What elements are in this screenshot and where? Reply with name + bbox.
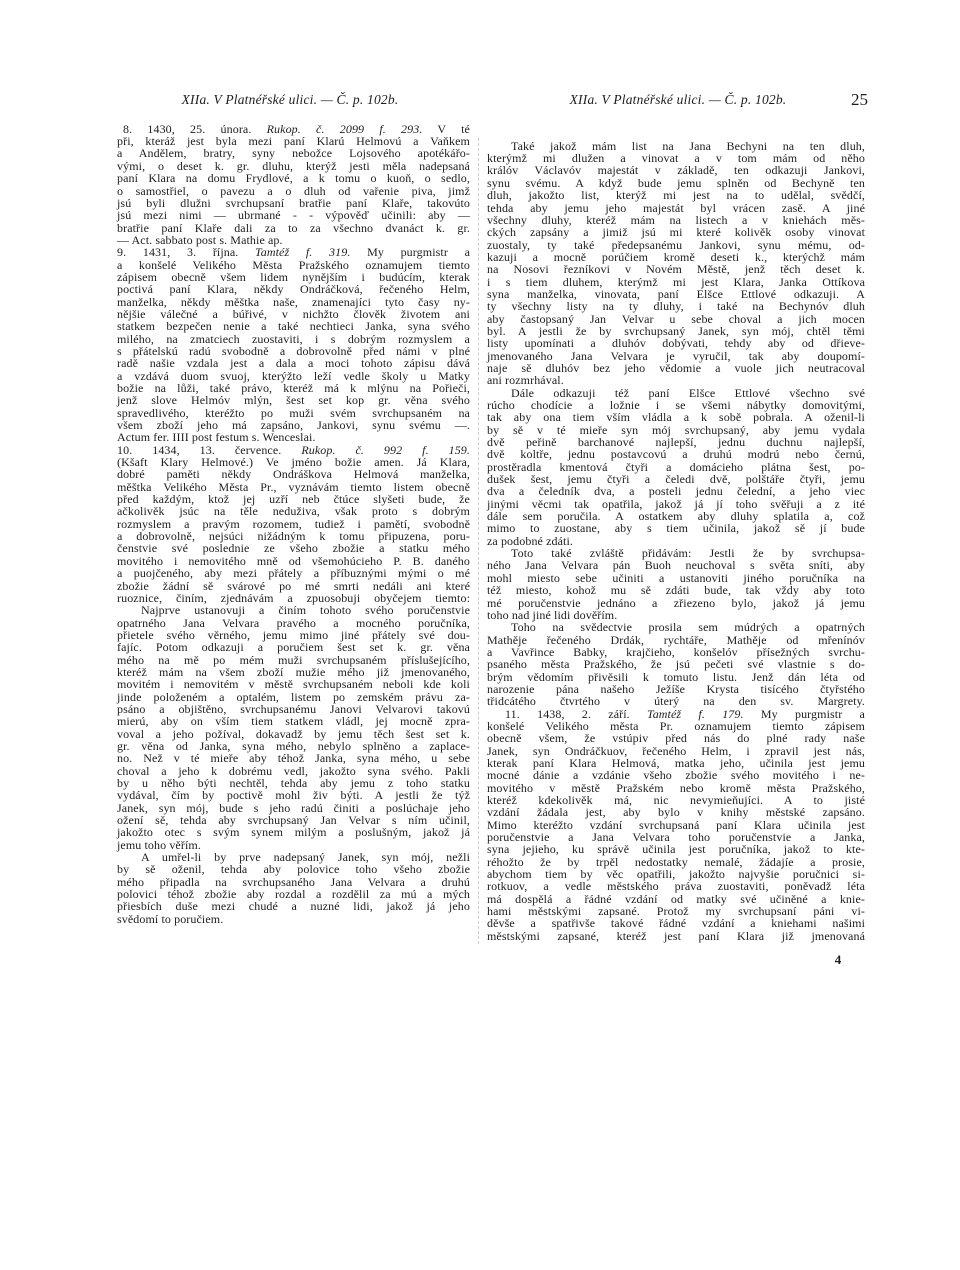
text-line: mé poručenstvie jednáno a zřiezeno bylo, jakož já jemu: [487, 595, 865, 610]
text-line: Dále odkazuji též paní Elšce Ettlové všechno své: [511, 385, 865, 400]
text-line: měštka Velikého Města Pr., vyznávám tiemto listem obecně: [117, 479, 470, 494]
text-line: rozmyslem a pravým rozomem, tudiež i pamětí, svobodně: [117, 516, 470, 531]
text-line: ného Jana Velvara pán Buoh neuchoval s světa sníti, aby: [487, 558, 865, 573]
text-segment: 11. 1438, 2. září.: [505, 706, 648, 721]
text-line: spravedlivého, kteréžto po muži svém svrchupsaném na: [117, 405, 470, 420]
source-reference: Tamtéž f. 179.: [647, 706, 744, 721]
text-line: statkem bezpečen nenie a také nechtieci Janka, syna svého: [117, 319, 470, 334]
text-line: Mathěje řečeného Drdák, rychtáře, Mathěje od mřenínóv: [487, 632, 865, 647]
text-line: dobré paměti někdy Ondráškova Helmová manželka,: [117, 467, 470, 482]
text-line: Toho na svědectvie prosila sem múdrých a opatrných: [511, 620, 865, 635]
text-line: jenž slove Helmóv mlýn, šest set kop gr. věna svého: [117, 393, 470, 408]
text-line: kterak paní Klara Helmová, matka jeho, učinila jest jemu: [487, 755, 865, 770]
text-segment: 8. 1430, 25. února.: [123, 121, 267, 136]
text-line: dále sem poručila. A ostatkem aby dluhy splatila a, což: [487, 509, 865, 524]
text-line: kteréž kdekolivěk má, nic nevymieňujíci. A to jisté: [487, 793, 865, 808]
text-line: dvě peřině barchanové najlepší, jednu duchnu najlepší,: [487, 435, 865, 450]
paragraph: [487, 708, 865, 943]
text-line: děvše a spatřivše takové řádné vzdání a kniehami našimi: [487, 916, 865, 931]
text-line: vými, o deset k. gr. dluhu, kterýž jesti měla nadepsaná: [117, 158, 470, 173]
text-line: mimo to zuostane, aby s tiem učinila, jakož sě jí bude: [487, 521, 865, 536]
text-line: kteréž mám na všem zboží mužie mého již jmenovaného,: [117, 664, 470, 679]
text-line: by sě v té mieře syn mój svrchupsaný, aby jemu vydala: [487, 422, 865, 437]
text-line: ruoznice, činím, zjednávám a zpuosobuji obyčejem tiemto:: [117, 590, 470, 605]
text-line: dušek šest, jemu čtyři a čeledi dvě, polštáře čtyři, jemu: [487, 472, 865, 487]
text-segment: V té: [422, 121, 470, 136]
text-line: radě našie vzdala jest a dala a moci tohoto zápisu dává: [117, 356, 470, 371]
text-line: jmenovaného Jana Velvara je vyručil, tak aby doupomí-: [487, 348, 865, 363]
text-line: Janek, syn Ondráčkuov, řečeného Helm, i zpravil jest nás,: [487, 743, 865, 758]
text-line: zbožie žádní sě svárové po mé smrti nedáli ani které: [117, 578, 470, 593]
paragraph: [117, 246, 470, 444]
text-line: by sě oženil, tehda aby polovice toho všeho zbožie: [117, 862, 470, 877]
text-line: psáno a objištěno, svrchupsanému Janovi Velvarovi takovú: [117, 701, 470, 716]
text-line: konšelé Velikého města Pr. oznamujem tiemto zápisem: [487, 718, 865, 733]
text-line: kazuji a mocně porúčiem kromě deseti k., kterýchž mám: [487, 249, 865, 264]
text-line: manželka, někdy měštka naše, znamenajíci tyto časy ny-: [117, 294, 470, 309]
signature-mark: 4: [834, 952, 842, 967]
text-line: městskými zapsané, kteréž jest paní Klara již jmenovaná: [487, 928, 865, 943]
text-line: svědomí to poručiem.: [117, 911, 224, 926]
text-line: jinde položeném a optalém, listem po zemském právu za-: [117, 689, 470, 704]
text-line: nějšie válečné a búřivé, v nichžto člověk životem ani: [117, 306, 470, 321]
text-line: syna jejieho, ku správě učinila jest poručníka, jakož to kte-: [487, 842, 865, 857]
text-line: na Nosovi řezníkovi v Novém Městě, jenž těch deset k.: [487, 262, 865, 277]
text-line: polovici téhož zbožie aby rozdal a rozdělil za mú a mých: [117, 887, 470, 902]
text-line: a Vavřince Babky, krajčieho, konšelóv přísežných svrchu-: [487, 644, 865, 659]
text-line: o samostřiel, o pavezu a o dluh od vařenie piva, jimž: [117, 183, 470, 198]
text-line: mohl miesto sebe učiniti a ustanoviti jiného poručníka na: [487, 570, 865, 585]
text-line: jemu toho věřím.: [117, 837, 201, 852]
text-line: rúcho chodície a ložnie i se všemi nábytky domovitými,: [487, 398, 865, 413]
text-line: poručenstvie a Jana Velvara toho poručenstvie a Janka,: [487, 830, 865, 845]
text-line: všechny dluhy, kteréž mám na listech a v kniehách měs-: [487, 212, 865, 227]
text-segment: 10. 1434, 13. července.: [117, 442, 302, 457]
text-line: Actum fer. IIII post festum s. Wenceslai.: [117, 430, 316, 445]
text-line: — Act. sabbato post s. Mathie ap.: [117, 232, 283, 247]
text-line: paní Klara na domu Frydlové, a k tomu o kuoň, o sedlo,: [117, 171, 470, 186]
text-line: mého připadla na svrchupsaného Jana Velvara a druhú: [117, 874, 470, 889]
paragraph: [117, 123, 470, 246]
text-line: [117, 246, 470, 258]
text-line: no. Než v té mieře aby téhož Janka, syna mého, u sebe: [117, 751, 470, 766]
text-line: ačkolivěk jsúc na těle neduživa, však proto s dobrým: [117, 504, 470, 519]
running-head-left: XIIa. V Platnéřské ulici. — Č. p. 102b.: [181, 92, 399, 107]
text-line: brým vědomím přivěsili k tomuto listu. Jenž dán léta od: [487, 669, 865, 684]
text-line: s přátelskú radú svobodně a dobrovolně před námi v plné: [117, 343, 470, 358]
text-line: syna manželka, vinovata, paní Elšce Ettlové odkazuji. A: [487, 286, 865, 301]
text-line: tak aby ona tiem vším vládla a k sobě pobrala. A oženil-li: [487, 410, 865, 425]
text-line: a dobrovolně, nejsúci nižádným k tomu připuzena, poru-: [117, 529, 470, 544]
text-line: za podobné zdáti.: [487, 533, 573, 548]
text-line: naje sě dluhóv bez jeho vědomie a vuole jich neutracoval: [487, 360, 865, 375]
text-line: božie na lůži, také právo, kteréž má k mlýnu na Pořieči,: [117, 381, 470, 396]
text-line: mocné dánie a vzdánie všeho zbožie svého movitého i ne-: [487, 768, 865, 783]
text-segment: 9. 1431, 3. října.: [117, 245, 256, 260]
text-line: a Andělem, bratry, syny nebožce Lojsového apotékářo-: [117, 146, 470, 161]
text-line: ani rozmrhával.: [487, 373, 564, 388]
text-line: má dospělá a řádné vzdání od matky své učiněné a knie-: [487, 891, 865, 906]
text-line: zuostaly, ty také předepsanému Jankovi, synu mému, od-: [487, 237, 865, 252]
text-line: bratřie paní Klaře dali za to za všechno dvanáct k. gr.: [117, 220, 470, 235]
text-line: voval a jeho požíval, dokavadž by jemu těch šest set k.: [117, 726, 470, 741]
text-line: aby častopsaný Jan Velvar u sebe choval a jich mocen: [487, 311, 865, 326]
text-line: prostěradla kmentová čtyři a domácieho plátna šest, po-: [487, 459, 865, 474]
text-line: narozenie pána našeho Ježíše Krysta tisícého čtyřstého: [487, 681, 865, 696]
text-line: při, kteráž jest byla mezi paní Klarú Helmovú a Vaňkem: [117, 134, 470, 149]
text-line: a puojčeného, aby mezi přátely a příbuznými mými o mé: [117, 566, 470, 581]
paragraph: [487, 140, 865, 387]
text-line: hami městskými zapsané. Protož my svrchupsaní páni vi-: [487, 904, 865, 919]
text-line: ožení sě, tehda aby svrchupsaný Jan Velvar s ním učinil,: [117, 813, 470, 828]
text-line: milého, na zmatciech zuostaviti, i s dobrým rozmyslem a: [117, 331, 470, 346]
text-line: choval a jeho k dobrému vedl, jakožto syna svého. Pakli: [117, 763, 470, 778]
text-line: též miesto, kohož mu sě zdáti bude, tak vždy aby toto: [487, 583, 865, 598]
text-line: (Kšaft Klary Helmové.) Ve jméno božie amen. Já Klara,: [117, 455, 470, 470]
text-line: čenstvie své poslednie ze všeho zbožie a statku mého: [117, 541, 470, 556]
text-line: A umřel-li by prve nadepsaný Janek, syn mój, nežli: [141, 850, 470, 865]
text-line: Mimo kteréžto vzdání svrchupsaná paní Klara učinila jest: [487, 817, 865, 832]
text-line: psaného města Pražského, že jsú pečeti své vlastnie s do-: [487, 657, 865, 672]
right-column: [487, 140, 865, 942]
text-line: dluh, jakožto list, kterýž mi jest na to udělal, svědčí,: [487, 188, 865, 203]
text-line: synu svému. A když bude jemu splněn od Bechyně ten: [487, 175, 865, 190]
text-line: byl. A jestli že by svrchupsaný Janek, syn mój, chtěl těmi: [487, 323, 865, 338]
text-line: všem zboží jeho má zapsáno, Jankovi, synu svému —.: [117, 418, 470, 433]
text-line: Janek, syn mój, bude s jeho radú činiti a poslúchaje jeho: [117, 800, 470, 815]
text-line: jsú byli dlužni svrchupsaní bratřie paní Klaře, takovúto: [117, 195, 470, 210]
text-line: obecně všem, že vstúpiv před nás do plné rady naše: [487, 731, 865, 746]
text-line: gr. věna od Janka, syna mého, nebylo splněno a zaplace-: [117, 738, 470, 753]
text-line: fajíc. Potom odkazuji a poručiem šest set k. gr. věna: [117, 640, 470, 655]
text-line: Také jakož mám list na Jana Bechyni na ten dluh,: [511, 138, 865, 153]
text-line: jakožto otec s svým synem milým a poslušným, jakož já: [117, 825, 470, 840]
text-line: opatrného Jana Velvara pravého a mocného poručníka,: [117, 615, 470, 630]
text-line: abychom tiem by věc opatřili, jakožto najvyšie poručnici si-: [487, 867, 865, 882]
text-line: třidcátého čtvrtého v úterý na den sv. Margrety.: [487, 694, 865, 709]
text-line: movitého v městě Pražském nebo kromě města Pražského,: [487, 780, 865, 795]
paragraph: [117, 851, 470, 925]
text-line: dvě koltře, jednu postavcovú a druhú modrú nebo černú,: [487, 447, 865, 462]
text-line: zápisem obecně všem lidem nynějším i budúcím, kterak: [117, 269, 470, 284]
text-line: vzdání žádala jest, aby bylo v knihy městské zapsáno.: [487, 805, 865, 820]
text-line: a konšelé Velikého Města Pražského oznamujem tiemto: [117, 257, 470, 272]
left-column: [117, 123, 470, 925]
text-line: i s tiem dluhem, kterýmž mi jest Klara, Janka Ottíkova: [487, 274, 865, 289]
text-line: ckých zapsány a jimiž jsú mi které kolivěk osoby vinovat: [487, 225, 865, 240]
text-line: listy upomínati a dluhóv dobývati, tehdy aby od dřieve-: [487, 336, 865, 351]
text-line: Najprve ustanovuji a činím tohoto svého poručenstvie: [141, 603, 470, 618]
text-line: réhožto že by trpěl nedostatky nemalé, žádajíe a prosie,: [487, 854, 865, 869]
text-line: ty všechny listy na ty dluhy, i také na Bechynóv dluh: [487, 299, 865, 314]
text-line: jsú mezi nimi — ubrmané - - výpověď učinili: aby —: [117, 208, 470, 223]
paragraph: [487, 387, 865, 547]
text-line: před každým, ktož jej uzří neb čtúce slyšeti bude, že: [117, 492, 470, 507]
text-line: poctivá paní Klara, někdy Ondráčková, řečeného Helm,: [117, 282, 470, 297]
text-line: kterýmž mi dlužen a vinovat a v tom mám od něho: [487, 151, 865, 166]
text-line: rotkuov, a vedle městského práva zuostaviti, poněvadž léta: [487, 879, 865, 894]
text-line: by u něho býti nechtěl, tehda aby jemu z toho statku: [117, 776, 470, 791]
page-number: 25: [851, 90, 868, 109]
text-line: přiesbích duše mezi chudé a nuzné lidi, jakož já jeho: [117, 899, 470, 914]
text-segment: My purgmistr a: [743, 706, 865, 721]
text-line: dva a čeledník dva, a posteli jednu čelední, a jeho viec: [487, 484, 865, 499]
text-line: Toto také zvláště přidávám: Jestli že by svrchupsa-: [511, 546, 865, 561]
text-line: tehda aby jemu jeho majestát byl vrácen zasě. A jiné: [487, 200, 865, 215]
text-line: a vzdává duom svuoj, kterýžto leží vedle školy u Matky: [117, 368, 470, 383]
text-line: mierú, aby on vším tiem statkem vládl, jej mocně zpra-: [117, 714, 470, 729]
paragraph: [487, 547, 865, 621]
paragraph: [117, 604, 470, 851]
running-head-right: XIIa. V Platnéřské ulici. — Č. p. 102b.: [569, 92, 787, 107]
text-line: jinými věcmi tak opatřila, jakož já jí toho svěřuji a z ité: [487, 496, 865, 511]
text-line: movitém i nemovitém v městě svrchupsaném neboli kde koli: [117, 677, 470, 692]
column-divider: [478, 138, 479, 944]
source-reference: Rukop. č. 992 f. 159.: [301, 442, 471, 457]
text-line: movitého i nemovitého mně od všemohúcieho P. B. daného: [117, 553, 470, 568]
text-line: mého na mě po mém muži svrchupsaném příslušejícího,: [117, 652, 470, 667]
text-segment: My purgmistr a: [350, 245, 470, 260]
source-reference: Tamtéž f. 319.: [255, 245, 351, 260]
source-reference: Rukop. č. 2099 f. 293.: [266, 121, 423, 136]
paragraph: [487, 621, 865, 707]
text-line: vydával, čím by poctivě mohl živ býti. A jestli že týž: [117, 788, 470, 803]
text-line: králóv Václavóv majestát v základě, ten odkazuji Jankovi,: [487, 163, 865, 178]
text-line: přietele svého věrného, jemu mimo jiné přátely své dou-: [117, 627, 470, 642]
text-line: toho nad jiné lidi dověřím.: [487, 607, 618, 622]
paragraph: [117, 444, 470, 604]
